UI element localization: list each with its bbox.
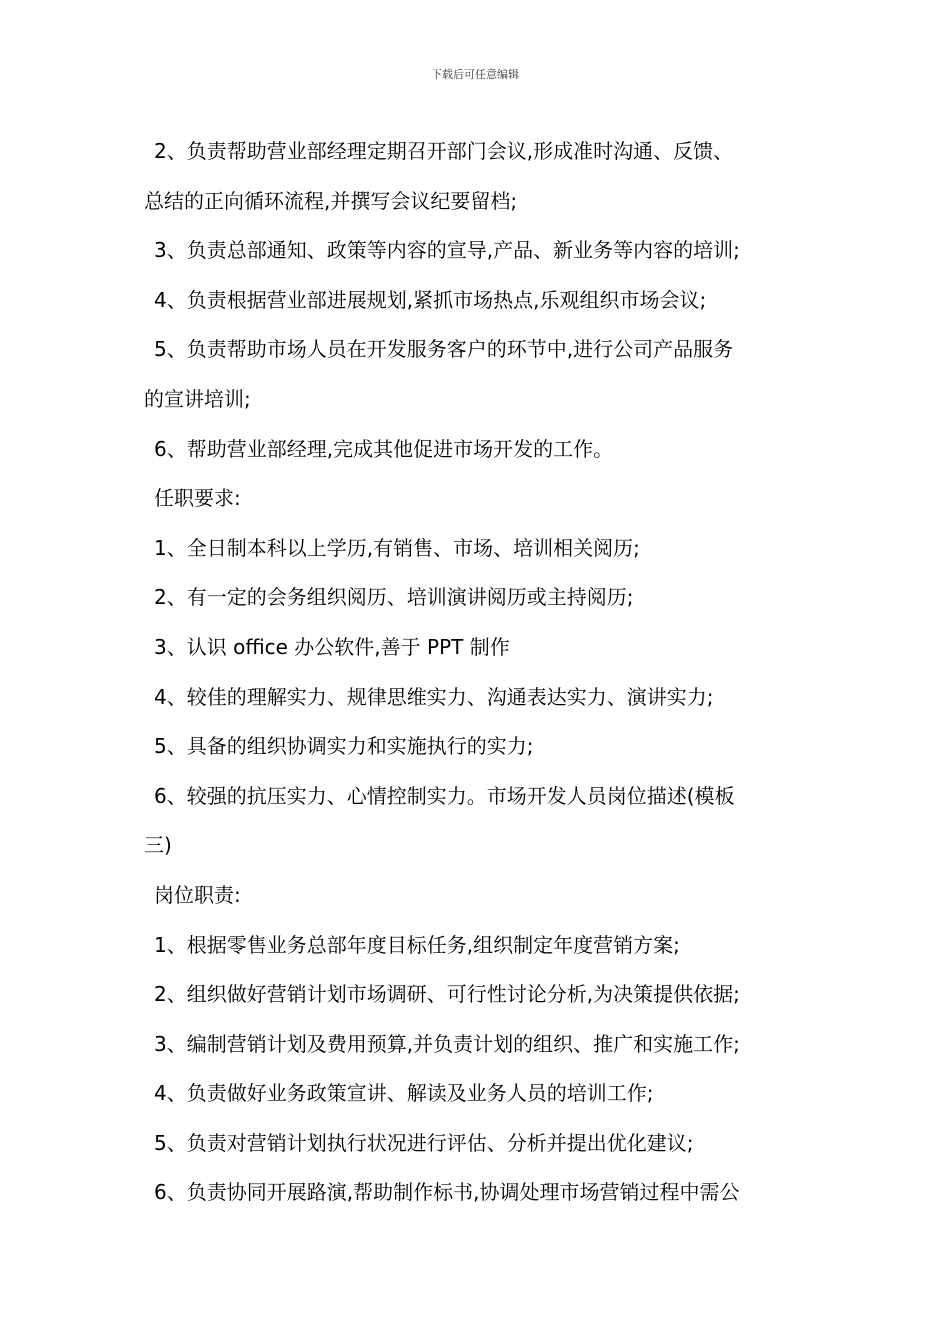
paragraph-line: 三) <box>144 833 172 858</box>
paragraph-line: 的宣讲培训; <box>144 386 251 411</box>
paragraph-line: 5、负责对营销计划执行状况进行评估、分析并提出优化建议; <box>154 1130 694 1155</box>
section-heading: 岗位职责: <box>154 882 241 907</box>
paragraph-line: 5、具备的组织协调实力和实施执行的实力; <box>154 734 534 759</box>
paragraph-line: 3、负责总部通知、政策等内容的宣导,产品、新业务等内容的培训; <box>154 238 740 263</box>
paragraph-line: 2、有一定的会务组织阅历、培训演讲阅历或主持阅历; <box>154 585 634 610</box>
paragraph-line: 2、负责帮助营业部经理定期召开部门会议,形成准时沟通、反馈、 <box>154 139 734 163</box>
paragraph-line: 1、全日制本科以上学历,有销售、市场、培训相关阅历; <box>154 535 640 560</box>
paragraph-line: 总结的正向循环流程,并撰写会议纪要留档; <box>144 188 518 213</box>
paragraph-line: 2、组织做好营销计划市场调研、可行性讨论分析,为决策提供依据; <box>154 982 740 1007</box>
paragraph-line: 3、编制营销计划及费用预算,并负责计划的组织、推广和实施工作; <box>154 1031 740 1056</box>
section-heading: 任职要求: <box>154 486 241 511</box>
paragraph-line: 6、帮助营业部经理,完成其他促进市场开发的工作。 <box>154 436 614 461</box>
paragraph-line: 3、认识 office 办公软件,善于 PPT 制作 <box>154 634 510 659</box>
paragraph-line: 4、负责做好业务政策宣讲、解读及业务人员的培训工作; <box>154 1081 654 1106</box>
paragraph-line: 4、负责根据营业部进展规划,紧抓市场热点,乐观组织市场会议; <box>154 287 707 312</box>
paragraph-line: 5、负责帮助市场人员在开发服务客户的环节中,进行公司产品服务 <box>154 337 734 362</box>
page-header: 下载后可任意编辑 <box>431 68 519 81</box>
paragraph-line: 4、较佳的理解实力、规律思维实力、沟通表达实力、演讲实力; <box>154 684 714 709</box>
paragraph-line: 6、较强的抗压实力、心情控制实力。市场开发人员岗位描述(模板 <box>154 783 735 808</box>
paragraph-line: 6、负责协同开展路演,帮助制作标书,协调处理市场营销过程中需公 <box>154 1180 740 1205</box>
document-body <box>144 127 814 1218</box>
paragraph-line: 1、根据零售业务总部年度目标任务,组织制定年度营销方案; <box>154 932 680 957</box>
